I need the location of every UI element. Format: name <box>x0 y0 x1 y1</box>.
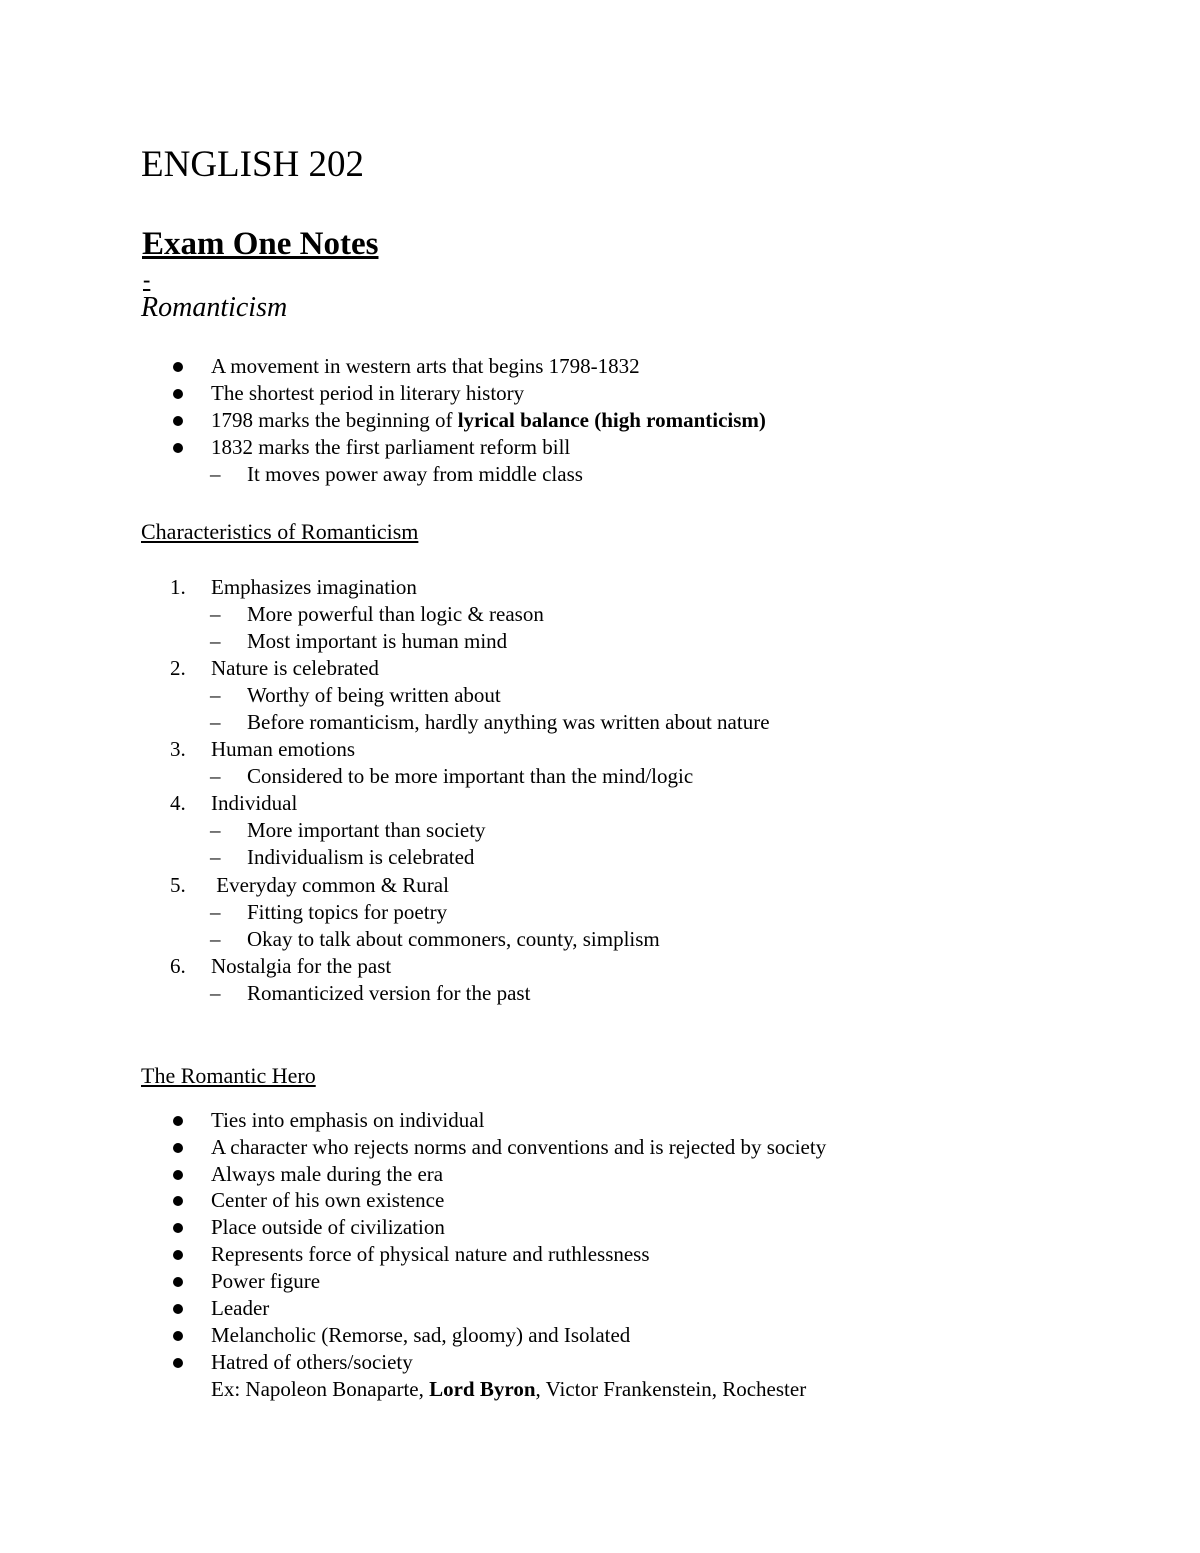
sub-list-item: Individualism is celebrated <box>247 845 475 869</box>
list-item-bold: lyrical balance (high romanticism) <box>457 408 766 432</box>
example-text-suffix: , Victor Frankenstein, Rochester <box>535 1377 807 1401</box>
dash-icon: – <box>210 602 221 626</box>
list-item: Hatred of others/society <box>211 1350 413 1374</box>
list-number: 2. <box>170 656 186 680</box>
title-dash: - <box>143 267 151 292</box>
list-item: Leader <box>211 1296 270 1320</box>
list-item: A movement in western arts that begins 1798-1832 <box>211 354 640 378</box>
section-title-romanticism: Romanticism <box>141 292 288 323</box>
sub-list-item: Before romanticism, hardly anything was written about nature <box>247 710 770 734</box>
list-number: 5. <box>170 873 186 897</box>
list-item: Melancholic (Remorse, sad, gloomy) and Isolated <box>211 1323 631 1347</box>
list-item: Center of his own existence <box>211 1188 445 1212</box>
example-text: Ex: Napoleon Bonaparte, <box>211 1377 430 1401</box>
list-item <box>211 407 766 434</box>
sub-list-item: More important than society <box>247 818 486 842</box>
list-item: Represents force of physical nature and ruthlessness <box>211 1242 650 1266</box>
bullet-icon <box>173 443 183 453</box>
example-line <box>211 1376 806 1403</box>
sub-list-item: Okay to talk about commoners, county, simplism <box>247 927 660 951</box>
list-item: Nostalgia for the past <box>211 954 392 978</box>
list-item: Human emotions <box>211 737 356 761</box>
bullet-icon <box>173 1304 183 1314</box>
list-item: Power figure <box>211 1269 321 1293</box>
list-number: 3. <box>170 737 186 761</box>
list-item: Everyday common & Rural <box>211 873 449 897</box>
example-bold: Lord Byron <box>429 1377 536 1401</box>
dash-icon: – <box>210 818 221 842</box>
sub-list-item: Most important is human mind <box>247 629 508 653</box>
bullet-icon <box>173 362 183 372</box>
bullet-icon <box>173 416 183 426</box>
bullet-icon <box>173 1223 183 1233</box>
sub-list-item: Considered to be more important than the mind/logic <box>247 764 694 788</box>
list-item: Emphasizes imagination <box>211 575 417 599</box>
dash-icon: – <box>210 927 221 951</box>
bullet-icon <box>173 1331 183 1341</box>
dash-icon: – <box>210 629 221 653</box>
sub-list-item: Fitting topics for poetry <box>247 900 448 924</box>
list-item: The shortest period in literary history <box>211 381 525 405</box>
list-item: Individual <box>211 791 298 815</box>
course-title: ENGLISH 202 <box>141 144 365 185</box>
dash-icon: – <box>210 683 221 707</box>
list-item: Place outside of civilization <box>211 1215 445 1239</box>
bullet-icon <box>173 1143 183 1153</box>
list-number: 4. <box>170 791 186 815</box>
bullet-icon <box>173 1277 183 1287</box>
list-item: Always male during the era <box>211 1162 444 1186</box>
bullet-icon <box>173 389 183 399</box>
bullet-icon <box>173 1358 183 1368</box>
list-item-text: 1798 marks the beginning of <box>211 408 458 432</box>
page-title: Exam One Notes <box>142 226 379 262</box>
sub-list-item: Worthy of being written about <box>247 683 501 707</box>
heading-characteristics: Characteristics of Romanticism <box>141 519 419 544</box>
dash-icon: – <box>210 981 221 1005</box>
sub-list-item: More powerful than logic & reason <box>247 602 544 626</box>
dash-icon: – <box>210 845 221 869</box>
list-item: Ties into emphasis on individual <box>211 1108 485 1132</box>
dash-icon: – <box>210 462 221 486</box>
list-item: A character who rejects norms and conventions and is rejected by society <box>211 1135 827 1159</box>
heading-romantic-hero: The Romantic Hero <box>141 1063 316 1088</box>
list-number: 1. <box>170 575 186 599</box>
dash-icon: – <box>210 764 221 788</box>
list-number: 6. <box>170 954 186 978</box>
bullet-icon <box>173 1170 183 1180</box>
dash-icon: – <box>210 710 221 734</box>
bullet-icon <box>173 1250 183 1260</box>
sub-list-item: Romanticized version for the past <box>247 981 531 1005</box>
dash-icon: – <box>210 900 221 924</box>
list-item: 1832 marks the first parliament reform bill <box>211 435 571 459</box>
sub-list-item: It moves power away from middle class <box>247 462 583 486</box>
bullet-icon <box>173 1196 183 1206</box>
bullet-icon <box>173 1116 183 1126</box>
list-item: Nature is celebrated <box>211 656 379 680</box>
